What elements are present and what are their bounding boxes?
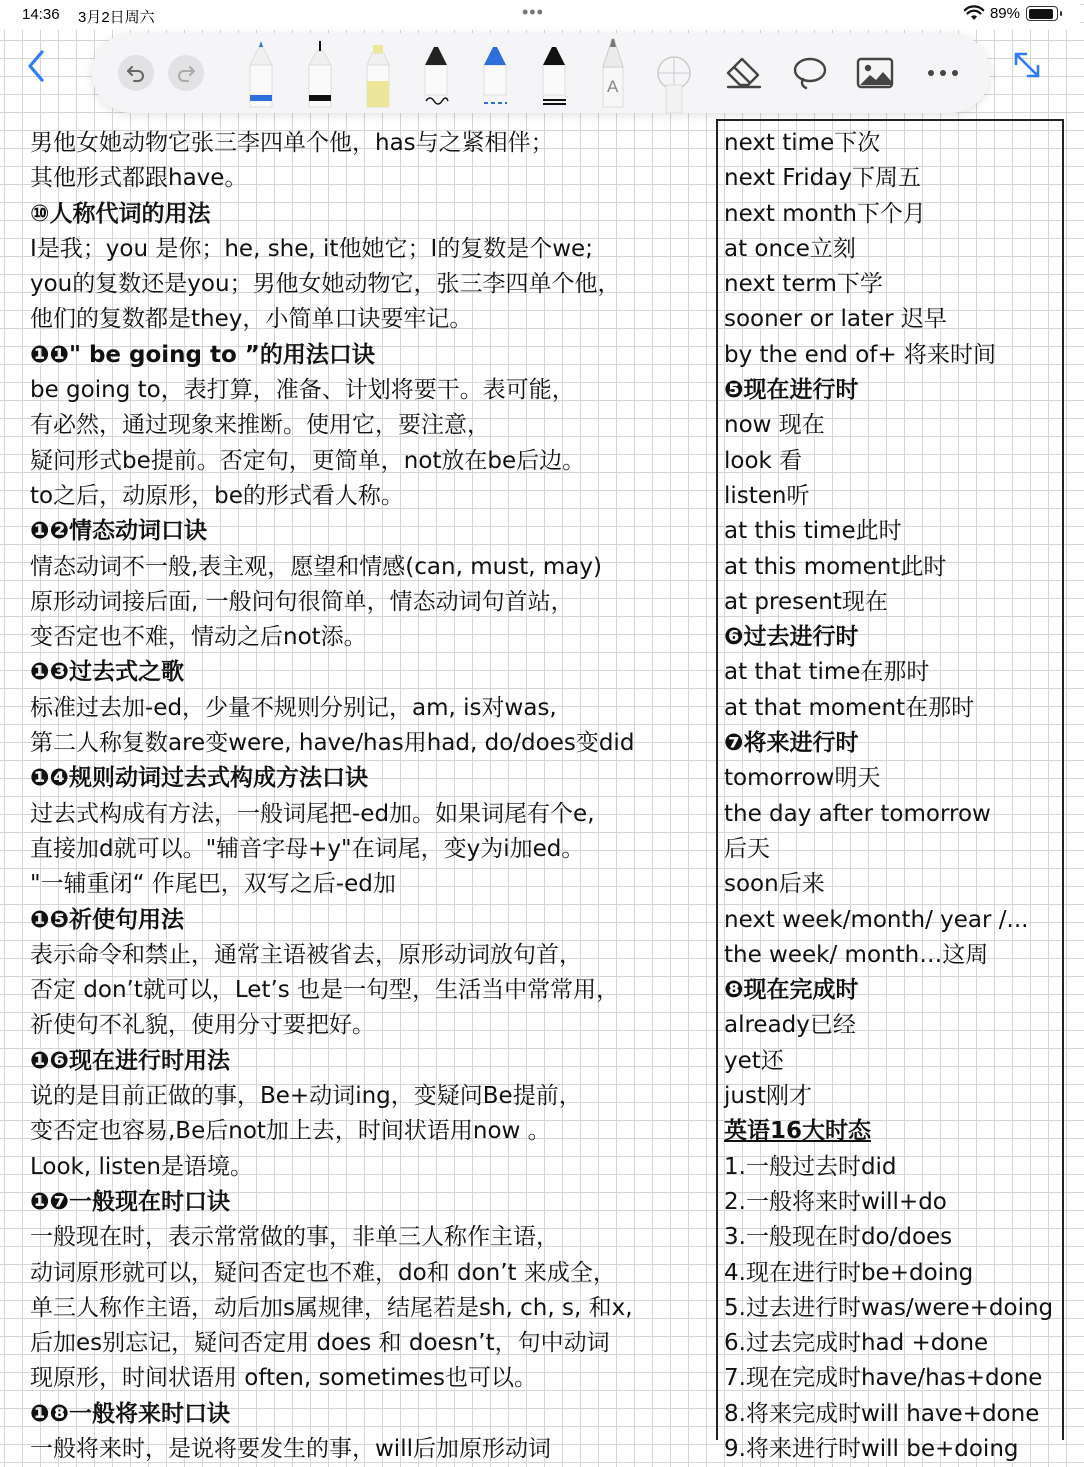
undo-button[interactable]	[118, 55, 154, 91]
note-line: listen听	[724, 482, 810, 509]
note-line: sooner or later 迟早	[724, 306, 947, 333]
section-heading: ❼将来进行时	[724, 730, 859, 757]
section-heading: ❽现在完成时	[724, 977, 859, 1004]
ruler-icon	[654, 53, 694, 113]
note-line: next Friday下周五	[724, 165, 921, 192]
note-line: 2.一般将来时will+do	[724, 1188, 947, 1215]
note-line: soon后来	[724, 871, 825, 898]
status-date: 3月2日周六	[78, 9, 155, 26]
ruler-tool[interactable]	[654, 53, 694, 117]
note-line: 一般现在时，表示常常做的事，非单三人称作主语，	[30, 1224, 559, 1251]
note-line: 情态动词不一般,表主观，愿望和情感(can, must, may)	[30, 553, 602, 580]
section-heading: ❶❷情态动词口诀	[30, 518, 207, 545]
note-line: 他们的复数都是they，小简单口诀要牢记。	[30, 306, 473, 333]
section-title: 英语16大时态	[724, 1118, 872, 1145]
image-button[interactable]	[856, 57, 894, 93]
pen-blue-tool[interactable]	[247, 41, 275, 111]
chevron-left-icon	[20, 46, 56, 86]
redo-button[interactable]	[168, 55, 204, 91]
undo-icon	[125, 62, 147, 84]
section-heading: ❶❶" be going to ”的用法口诀	[30, 341, 375, 368]
note-line: I是我；you 是你；he, she, it他她它；I的复数是个we;	[30, 235, 593, 262]
note-line: already已经	[724, 1012, 856, 1039]
image-icon	[856, 57, 894, 89]
fineliner-tool[interactable]	[306, 41, 334, 111]
battery-percent: 89%	[989, 5, 1020, 22]
note-line: 一般将来时，是说将要发生的事，will后加原形动词	[30, 1435, 551, 1462]
note-line: 1.一般过去时did	[724, 1153, 897, 1180]
more-icon	[926, 61, 960, 85]
note-line: 直接加d就可以。"辅音字母+y"在词尾，变y为i加ed。	[30, 835, 585, 862]
note-line: 后天	[724, 835, 770, 862]
pen-icon	[247, 41, 275, 107]
note-line: 现原形，时间状语用 often, sometimes也可以。	[30, 1365, 537, 1392]
eraser-tool[interactable]	[724, 55, 764, 95]
highlighter-icon	[364, 41, 392, 107]
note-line: just刚才	[724, 1083, 812, 1110]
note-line: at that time在那时	[724, 659, 930, 686]
note-line: 疑问形式be提前。否定句，更简单，not放在be后边。	[30, 447, 586, 474]
note-line: tomorrow明天	[724, 765, 881, 792]
section-heading: ❶❻现在进行时用法	[30, 1047, 230, 1074]
section-heading: ❺现在进行时	[724, 377, 859, 404]
note-line: next time下次	[724, 130, 881, 156]
pen-icon	[540, 41, 568, 107]
pencil-tool[interactable]	[599, 37, 627, 111]
section-heading: ❶❹规则动词过去式构成方法口诀	[30, 765, 368, 792]
note-line: 9.将来进行时will be+doing	[724, 1435, 1019, 1462]
note-line: the day after tomorrow	[724, 800, 991, 827]
section-heading: ❶❼一般现在时口诀	[30, 1188, 230, 1215]
lasso-tool[interactable]	[790, 55, 830, 95]
note-line: 7.现在完成时have/has+done	[724, 1365, 1043, 1392]
note-line: 单三人称作主语，动后加s属规律，结尾若是sh, ch, s, 和x,	[30, 1294, 633, 1321]
note-line: 第二人称复数are变were, have/has用had, do/does变did	[30, 730, 635, 757]
pen-black-tool[interactable]	[422, 41, 450, 111]
note-line: 6.过去完成时had +done	[724, 1330, 989, 1357]
note-line: by the end of+ 将来时间	[724, 341, 996, 368]
pen-icon	[481, 41, 509, 107]
note-line: 说的是目前正做的事，Be+动词ing，变疑问Be提前，	[30, 1083, 582, 1110]
drawing-toolbar	[92, 33, 990, 113]
note-line: 原形动词接后面, 一般问句很简单，情态动词句首站，	[30, 588, 574, 615]
note-line: next term下学	[724, 271, 883, 298]
note-line: 否定 don’t就可以，Let’s 也是一句型，生活当中常常用，	[30, 977, 620, 1004]
note-line: at this moment此时	[724, 553, 947, 580]
more-options-button[interactable]	[926, 61, 960, 89]
eraser-icon	[724, 55, 764, 91]
note-line: 表示命令和禁止，通常主语被省去，原形动词放句首，	[30, 941, 582, 968]
multitasking-dots-icon[interactable]: •••	[522, 2, 544, 22]
note-line: yet还	[724, 1047, 784, 1074]
note-right-box[interactable]	[716, 119, 1064, 1462]
note-right-column	[724, 126, 1084, 1467]
note-line: you的复数还是you；男他女她动物它，张三李四单个他，	[30, 271, 621, 298]
note-line: the week/ month…这周	[724, 941, 989, 968]
lasso-icon	[790, 55, 830, 91]
fullscreen-button[interactable]	[1008, 48, 1048, 84]
note-line: 变否定也容易,Be后not加上去，时间状语用now 。	[30, 1118, 551, 1145]
status-indicators	[964, 5, 1058, 22]
note-line: 5.过去进行时was/were+doing	[724, 1294, 1054, 1321]
battery-icon	[1026, 6, 1058, 21]
status-bar	[0, 0, 1080, 30]
note-line: look 看	[724, 447, 803, 474]
highlighter-tool[interactable]	[364, 41, 392, 111]
pen-black-thick-tool[interactable]	[540, 41, 568, 111]
back-button[interactable]	[20, 46, 56, 86]
note-line: 动词原形就可以，疑问否定也不难，do和 don’t 来成全，	[30, 1259, 616, 1286]
note-line: 祈使句不礼貌，使用分寸要把好。	[30, 1012, 375, 1039]
redo-icon	[175, 62, 197, 84]
note-line: 3.一般现在时do/does	[724, 1224, 953, 1251]
note-line: next month下个月	[724, 200, 926, 227]
note-left-column[interactable]	[30, 126, 706, 1467]
battery-fill	[1029, 9, 1053, 19]
note-line: 标准过去加-ed，少量不规则分别记，am, is对was,	[30, 694, 557, 721]
note-line: 4.现在进行时be+doing	[724, 1259, 974, 1286]
note-line: at this time此时	[724, 518, 902, 545]
note-line: Look, listen是语境。	[30, 1153, 254, 1180]
expand-icon	[1008, 48, 1048, 84]
pen-blue-dashed-tool[interactable]	[481, 41, 509, 111]
note-line: 男他女她动物它张三李四单个他，has与之紧相伴；	[30, 130, 554, 156]
note-line: "一辅重闭“ 作尾巴，双写之后-ed加	[30, 871, 396, 898]
status-time: 14:36	[22, 6, 60, 23]
note-line: at that moment在那时	[724, 694, 975, 721]
note-line: 8.将来完成时will have+done	[724, 1400, 1040, 1427]
note-line: at present现在	[724, 588, 888, 615]
pencil-label: A	[607, 77, 619, 96]
note-line: 后加es别忘记，疑问否定用 does 和 doesn’t，句中动词	[30, 1330, 610, 1357]
section-heading: ❶❺祈使句用法	[30, 906, 184, 933]
wifi-icon	[964, 6, 984, 21]
note-line: 过去式构成有方法，一般词尾把-ed加。如果词尾有个e,	[30, 800, 595, 827]
note-line: now 现在	[724, 412, 825, 439]
note-line: to之后，动原形，be的形式看人称。	[30, 482, 404, 509]
note-line: 变否定也不难，情动之后not添。	[30, 624, 367, 651]
section-heading: ⑩人称代词的用法	[30, 200, 211, 227]
section-heading: ❶❽一般将来时口诀	[30, 1400, 230, 1427]
section-heading: ❶❸过去式之歌	[30, 659, 184, 686]
note-line: 其他形式都跟have。	[30, 165, 248, 192]
pen-icon	[422, 41, 450, 107]
note-line: be going to，表打算，准备、计划将要干。表可能，	[30, 377, 575, 404]
note-line: 有必然，通过现象来推断。使用它，要注意，	[30, 412, 490, 439]
section-heading: ❻过去进行时	[724, 624, 859, 651]
note-line: at once立刻	[724, 235, 856, 262]
note-line: next week/month/ year /...	[724, 906, 1029, 933]
fineliner-icon	[306, 41, 334, 107]
